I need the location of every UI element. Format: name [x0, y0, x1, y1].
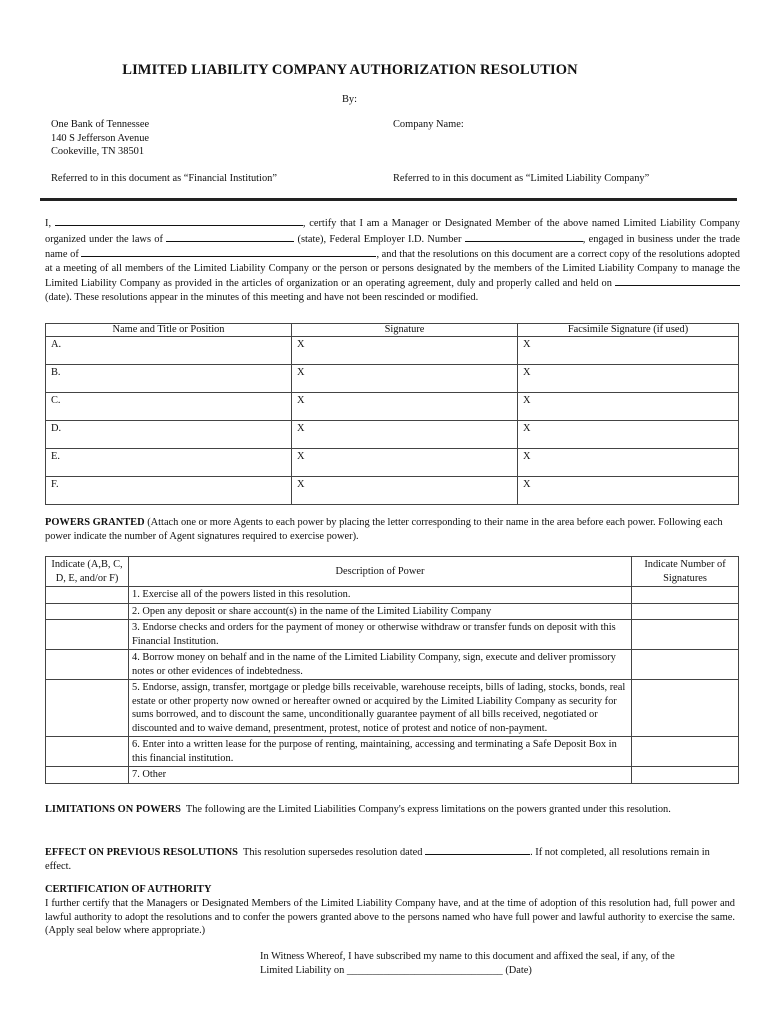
table-row — [46, 337, 739, 365]
facsimile-cell[interactable]: X — [518, 477, 739, 505]
agent-name-cell[interactable]: B. — [46, 365, 292, 393]
indicate-cell[interactable] — [46, 680, 129, 737]
cert-text: I, — [45, 218, 52, 229]
effect-heading: EFFECT ON PREVIOUS RESOLUTIONS — [45, 847, 238, 858]
effect-section — [45, 844, 735, 873]
table-row — [46, 737, 739, 767]
signature-cell[interactable]: X — [292, 393, 518, 421]
indicate-cell[interactable] — [46, 603, 129, 620]
table-row — [46, 393, 739, 421]
by-label: By: — [342, 94, 358, 105]
power-description: 6. Enter into a written lease for the purpose of renting, maintaining, accessing and terminating a Safe Deposit Box in this financial institution. — [129, 737, 632, 767]
num-signatures-cell[interactable] — [632, 587, 739, 604]
num-signatures-cell[interactable] — [632, 680, 739, 737]
table-row — [46, 650, 739, 680]
signature-cell[interactable]: X — [292, 477, 518, 505]
power-description: 4. Borrow money on behalf and in the name of the Limited Liability Company, sign, execute and deliver promissory notes or other evidences of indebtedness. — [129, 650, 632, 680]
facsimile-cell[interactable]: X — [518, 365, 739, 393]
institution-name: One Bank of Tennessee — [51, 119, 150, 130]
agent-name-cell[interactable]: E. — [46, 449, 292, 477]
certification-paragraph — [45, 215, 740, 304]
signature-cell[interactable]: X — [292, 337, 518, 365]
num-signatures-cell[interactable] — [632, 620, 739, 650]
institution-street: 140 S Jefferson Avenue — [51, 132, 150, 144]
signature-cell[interactable]: X — [292, 365, 518, 393]
signature-cell[interactable]: X — [292, 421, 518, 449]
power-description: 2. Open any deposit or share account(s) in the name of the Limited Liability Company — [129, 603, 632, 620]
agent-name-cell[interactable]: A. — [46, 337, 292, 365]
table-row — [46, 587, 739, 604]
col-facsimile: Facsimile Signature (if used) — [518, 324, 739, 337]
power-description: 7. Other — [129, 767, 632, 784]
col-name: Name and Title or Position — [46, 324, 292, 337]
table-row — [46, 477, 739, 505]
ref-financial-institution: Referred to in this document as “Financial Institution” — [51, 173, 277, 184]
power-description: 5. Endorse, assign, transfer, mortgage or pledge bills receivable, warehouse receipts, bills of lading, stocks, bonds, real estate or other property now owned or hereafter owned or acquired by the Limited Liability Company as security for sums borrowed, and to discount the same, unconditionally guarantee payment of all bills received, negotiated or discounted and to waive demand, presentment, protest, notice of protest and notice of non-payment. — [129, 680, 632, 737]
document-title: LIMITED LIABILITY COMPANY AUTHORIZATION RESOLUTION — [122, 62, 578, 78]
divider — [40, 198, 737, 201]
table-row — [46, 767, 739, 784]
limitations-section — [45, 803, 671, 817]
table-row — [46, 365, 739, 393]
certification-text: I further certify that the Managers or Designated Members of the Limited Liability Company have, and at the time of adoption of this resolution had, full power and lawful authority to adopt the resolutions and to confer the powers granted above to the persons named who have full power and lawful authority to exercise the same. (Apply seal below where appropriate.) — [45, 898, 735, 937]
facsimile-cell[interactable]: X — [518, 421, 739, 449]
meeting-date-field[interactable] — [615, 275, 740, 286]
company-name-label: Company Name: — [393, 119, 464, 130]
name-field[interactable] — [55, 215, 303, 226]
indicate-cell[interactable] — [46, 767, 129, 784]
facsimile-cell[interactable]: X — [518, 449, 739, 477]
power-description: 1. Exercise all of the powers listed in this resolution. — [129, 587, 632, 604]
agent-name-cell[interactable]: F. — [46, 477, 292, 505]
witness-line-1: In Witness Whereof, I have subscribed my name to this document and affixed the seal, if any, of the — [260, 951, 675, 962]
num-signatures-cell[interactable] — [632, 767, 739, 784]
powers-table — [45, 556, 739, 784]
table-row — [46, 620, 739, 650]
power-description: 3. Endorse checks and orders for the payment of money or otherwise withdraw or transfer funds on deposit with this Financial Institution. — [129, 620, 632, 650]
powers-heading: POWERS GRANTED — [45, 517, 145, 528]
witness-block — [260, 950, 730, 977]
indicate-cell[interactable] — [46, 620, 129, 650]
indicate-cell[interactable] — [46, 650, 129, 680]
cert-text: , and that the resolutions on this document are a correct copy of the resolutions adopted at a meeting of all members of the Limited Liability Company or the person or persons designated by the members of the Limited Liability Company to manage the Limited Liability Company as provided in the articles of organization or an operating agreement, duly and properly called and held on — [45, 249, 740, 290]
witness-line-2[interactable]: Limited Liability on ______________________________ (Date) — [260, 964, 532, 976]
signature-cell[interactable]: X — [292, 449, 518, 477]
powers-text: (Attach one or more Agents to each power by placing the letter corresponding to their name in the area before each power. Following each power indicate the number of Agent signatures required to exercise power). — [45, 517, 723, 542]
indicate-cell[interactable] — [46, 587, 129, 604]
signature-table — [45, 323, 739, 505]
powers-intro — [45, 516, 735, 543]
table-row — [46, 421, 739, 449]
previous-resolution-date-field[interactable] — [425, 844, 530, 855]
certification-heading: CERTIFICATION OF AUTHORITY — [45, 884, 212, 895]
institution-address — [51, 118, 149, 159]
cert-text: , engaged in business under the trade name of — [45, 233, 740, 261]
col-signature: Signature — [292, 324, 518, 337]
state-field[interactable] — [166, 231, 294, 242]
num-signatures-cell[interactable] — [632, 737, 739, 767]
institution-city: Cookeville, TN 38501 — [51, 146, 145, 158]
cert-text: (date). These resolutions appear in the minutes of this meeting and have not been rescinded or modified. — [45, 291, 479, 303]
table-row — [46, 680, 739, 737]
agent-name-cell[interactable]: D. — [46, 421, 292, 449]
agent-name-cell[interactable]: C. — [46, 393, 292, 421]
ref-llc: Referred to in this document as “Limited Liability Company” — [393, 173, 650, 184]
cert-text: (state), Federal Employer I.D. Number — [297, 233, 462, 245]
num-signatures-cell[interactable] — [632, 603, 739, 620]
col-description: Description of Power — [129, 557, 632, 587]
indicate-cell[interactable] — [46, 737, 129, 767]
trade-name-field[interactable] — [81, 246, 376, 257]
table-row — [46, 449, 739, 477]
ein-field[interactable] — [465, 231, 583, 242]
col-num-signatures: Indicate Number of Signatures — [632, 557, 739, 587]
col-indicate: Indicate (A,B, C, D, E, and/or F) — [46, 557, 129, 587]
facsimile-cell[interactable]: X — [518, 337, 739, 365]
facsimile-cell[interactable]: X — [518, 393, 739, 421]
cert-text: , certify that I am a Manager or Designated Member of the above named Limited Liability Company organized under the laws of — [45, 218, 740, 245]
effect-text-2: . If not completed, all resolutions remain in effect. — [45, 847, 710, 872]
limitations-heading: LIMITATIONS ON POWERS — [45, 804, 181, 815]
effect-text: This resolution supersedes resolution dated — [242, 847, 423, 858]
table-row — [46, 603, 739, 620]
num-signatures-cell[interactable] — [632, 650, 739, 680]
limitations-text: The following are the Limited Liabilities Company's express limitations on the powers granted under this resolution. — [185, 804, 671, 815]
